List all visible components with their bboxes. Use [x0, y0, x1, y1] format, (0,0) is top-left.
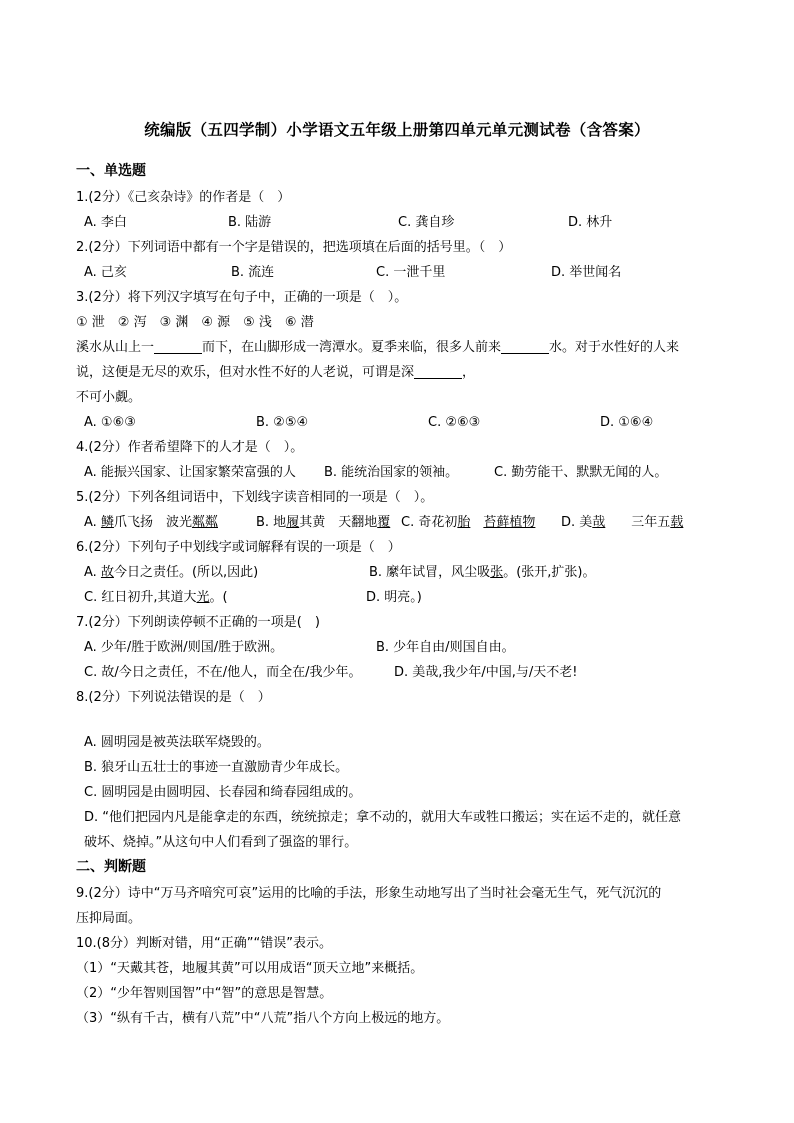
q5-option-b[interactable]: B. 地履其黄 天翻地覆: [256, 515, 391, 530]
q1-option-b[interactable]: B. 陆游: [228, 215, 272, 230]
q2-option-b[interactable]: B. 流连: [231, 265, 275, 280]
q1-option-c[interactable]: C. 龚自珍: [398, 215, 455, 230]
question-7-stem: 7.(2分）下列朗读停顿不正确的一项是( ): [76, 615, 320, 630]
section-heading-true-false: 二、判断题: [76, 859, 146, 875]
question-2-stem: 2.(2分）下列词语中都有一个字是错误的，把选项填在后面的括号里。（ ）: [76, 240, 512, 255]
q5-option-c[interactable]: C. 奇花初胎 苔藓植物: [401, 515, 536, 530]
question-3-character-list: ① 泄 ② 泻 ③ 渊 ④ 源 ⑤ 浅 ⑥ 潜: [76, 315, 314, 330]
q5-option-a[interactable]: A. 鳞爪飞扬 波光粼粼: [84, 515, 218, 530]
question-5-stem: 5.(2分）下列各组词语中，下划线字读音相同的一项是（ ）。: [76, 490, 434, 505]
question-6-stem: 6.(2分）下列句子中划线字或词解释有误的一项是（ ）: [76, 540, 401, 555]
q10-statement-3: （3）“纵有千古，横有八荒”中“八荒”指八个方向上极远的地方。: [76, 1011, 450, 1026]
q2-option-c[interactable]: C. 一泄千里: [376, 265, 446, 280]
question-3-options: [76, 410, 718, 435]
question-1-options: [76, 210, 718, 235]
q8-option-c[interactable]: C. 圆明园是由圆明园、长春园和绮春园组成的。: [84, 785, 362, 800]
q4-option-a[interactable]: A. 能振兴国家、让国家繁荣富强的人: [84, 465, 296, 480]
q10-statement-2: （2）“少年智则国智”中“智”的意思是智慧。: [76, 986, 333, 1001]
q8-option-d[interactable]: D. “他们把园内凡是能拿走的东西，统统掠走；拿不动的，就用大车或牲口搬运；实在运不走的，就任意 破坏、烧掉。”从这句中人们看到了强盗的罪行。: [84, 810, 682, 850]
question-3-stem: 3.(2分）将下列汉字填写在句子中，正确的一项是（ ）。: [76, 290, 408, 305]
q10-statement-1: （1）“天戴其苍，地履其黄”可以用成语“顶天立地”来概括。: [76, 961, 424, 976]
question-6-options-row-2: [76, 585, 718, 610]
q8-option-b[interactable]: B. 狼牙山五壮士的事迹一直激励青少年成长。: [84, 760, 349, 775]
q2-option-a[interactable]: A. 己亥: [84, 265, 127, 280]
question-10-stem: 10.(8分）判断对错，用“正确”“错误”表示。: [76, 936, 332, 951]
question-7-options-row-2: [76, 660, 718, 685]
q6-option-c[interactable]: C. 红日初升,其道大光。(: [84, 590, 228, 605]
section-heading-single-choice: 一、单选题: [76, 163, 146, 179]
q7-option-c[interactable]: C. 故/今日之责任，不在/他人，而全在/我少年。: [84, 665, 362, 680]
q6-option-b[interactable]: B. 縻年试冒，风尘吸张。(张开,扩张)。: [369, 565, 596, 580]
question-8-stem: 8.(2分）下列说法错误的是（ ）: [76, 690, 271, 705]
question-3-passage-line-2: 说，这便是无尽的欢乐，但对水性不好的人老说，可谓是深 ，: [76, 360, 718, 385]
q4-option-c[interactable]: C. 勤劳能干、默默无闻的人。: [494, 465, 668, 480]
q6-option-a[interactable]: A. 故今日之责任。(所以,因此): [84, 565, 259, 580]
question-6-options-row-1: [76, 560, 718, 585]
fill-blank-1[interactable]: [154, 337, 202, 354]
q1-option-d[interactable]: D. 林升: [568, 215, 613, 230]
question-4-options: [76, 460, 718, 485]
q1-option-a[interactable]: A. 李白: [84, 215, 127, 230]
q3-option-c[interactable]: C. ②⑥③: [428, 415, 481, 430]
q5-option-d[interactable]: D. 美哉 三年五载: [561, 515, 684, 530]
fill-blank-3[interactable]: [414, 362, 462, 379]
q4-option-b[interactable]: B. 能统治国家的领袖。: [324, 465, 459, 480]
page-title: 统编版（五四学制）小学语文五年级上册第四单元单元测试卷（含答案）: [144, 121, 650, 139]
question-4-stem: 4.(2分）作者希望降下的人才是（ ）。: [76, 440, 304, 455]
q6-option-d[interactable]: D. 明亮。): [366, 590, 422, 605]
question-3-passage-line-3: 不可小觑。: [76, 390, 142, 405]
question-1-stem: 1.(2分）《己亥杂诗》的作者是（ ）: [76, 190, 291, 205]
q3-option-a[interactable]: A. ①⑥③: [84, 415, 136, 430]
question-3-passage-line-1: 溪水从山上一 而下，在山脚形成一湾潭水。夏季来临，很多人前来 水。对于水性好的人来: [76, 335, 718, 360]
q7-option-a[interactable]: A. 少年/胜于欧洲/则国/胜于欧洲。: [84, 640, 284, 655]
q7-option-b[interactable]: B. 少年自由/则国自由。: [376, 640, 515, 655]
question-7-options-row-1: [76, 635, 718, 660]
q3-option-b[interactable]: B. ②⑤④: [256, 415, 309, 430]
q3-option-d[interactable]: D. ①⑥④: [600, 415, 654, 430]
fill-blank-2[interactable]: [501, 337, 549, 354]
q7-option-d[interactable]: D. 美哉,我少年/中国,与/天不老!: [394, 665, 578, 680]
q2-option-d[interactable]: D. 举世闻名: [551, 265, 622, 280]
question-5-options: [76, 510, 718, 535]
question-9: 9.(2分）诗中“万马齐喑究可哀”运用的比喻的手法，形象生动地写出了当时社会毫无生气，死气沉沉的 压抑局面。: [76, 886, 662, 926]
q8-option-a[interactable]: A. 圆明园是被英法联军烧毁的。: [84, 735, 270, 750]
question-2-options: [76, 260, 718, 285]
